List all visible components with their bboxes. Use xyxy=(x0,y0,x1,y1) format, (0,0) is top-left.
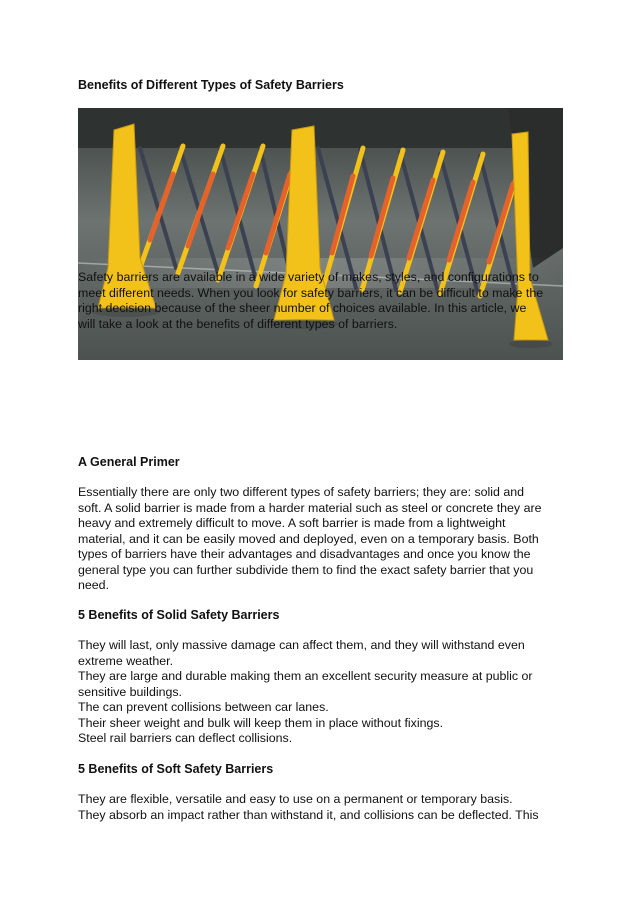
text-line: general type you can further subdivide them to find the exact safety barrier that you xyxy=(78,562,534,577)
text-line: need. xyxy=(78,578,110,592)
section-heading: 5 Benefits of Soft Safety Barriers xyxy=(78,762,274,776)
section-heading: 5 Benefits of Solid Safety Barriers xyxy=(78,608,280,622)
list-item: They are flexible, versatile and easy to use on a permanent or temporary basis. xyxy=(78,792,513,806)
list-item: Steel rail barriers can deflect collisions. xyxy=(78,731,293,745)
document-title: Benefits of Different Types of Safety Barriers xyxy=(78,78,344,92)
section-heading: A General Primer xyxy=(78,455,180,469)
list-item: They absorb an impact rather than withstand it, and collisions can be deflected. This xyxy=(78,807,539,822)
text-line: meet different needs. When you look for safety barriers, it can be difficult to make the xyxy=(78,285,544,300)
solid-benefits-list xyxy=(78,638,568,747)
list-item: The can prevent collisions between car lanes. xyxy=(78,700,329,714)
text-line: right decision because of the sheer number of choices available. In this article, we xyxy=(78,301,527,315)
primer-paragraph xyxy=(78,485,568,594)
text-line: types of barriers have their advantages and disadvantages and once you know the xyxy=(78,547,531,561)
list-item: They are large and durable making them an excellent security measure at public or xyxy=(78,669,533,683)
text-line: soft. A solid barrier is made from a harder material such as steel or concrete they are xyxy=(78,500,542,515)
list-item: sensitive buildings. xyxy=(78,684,183,699)
intro-paragraph xyxy=(78,270,568,332)
text-line: Safety barriers are available in a wide variety of makes, styles, and configurations to xyxy=(78,270,539,284)
background-wall xyxy=(78,108,563,148)
text-line: heavy and extremely difficult to move. A soft barrier is made from a lightweight xyxy=(78,516,506,530)
text-line: Essentially there are only two different types of safety barriers; they are: solid and xyxy=(78,485,525,499)
text-line: material, and it can be easily moved and deployed, even on a temporary basis. Both xyxy=(78,531,539,546)
list-item: They will last, only massive damage can affect them, and they will withstand even xyxy=(78,638,525,652)
text-line: will take a look at the benefits of different types of barriers. xyxy=(78,316,398,331)
list-item: Their sheer weight and bulk will keep them in place without fixings. xyxy=(78,715,444,730)
soft-benefits-list xyxy=(78,792,568,823)
list-item: extreme weather. xyxy=(78,653,174,668)
